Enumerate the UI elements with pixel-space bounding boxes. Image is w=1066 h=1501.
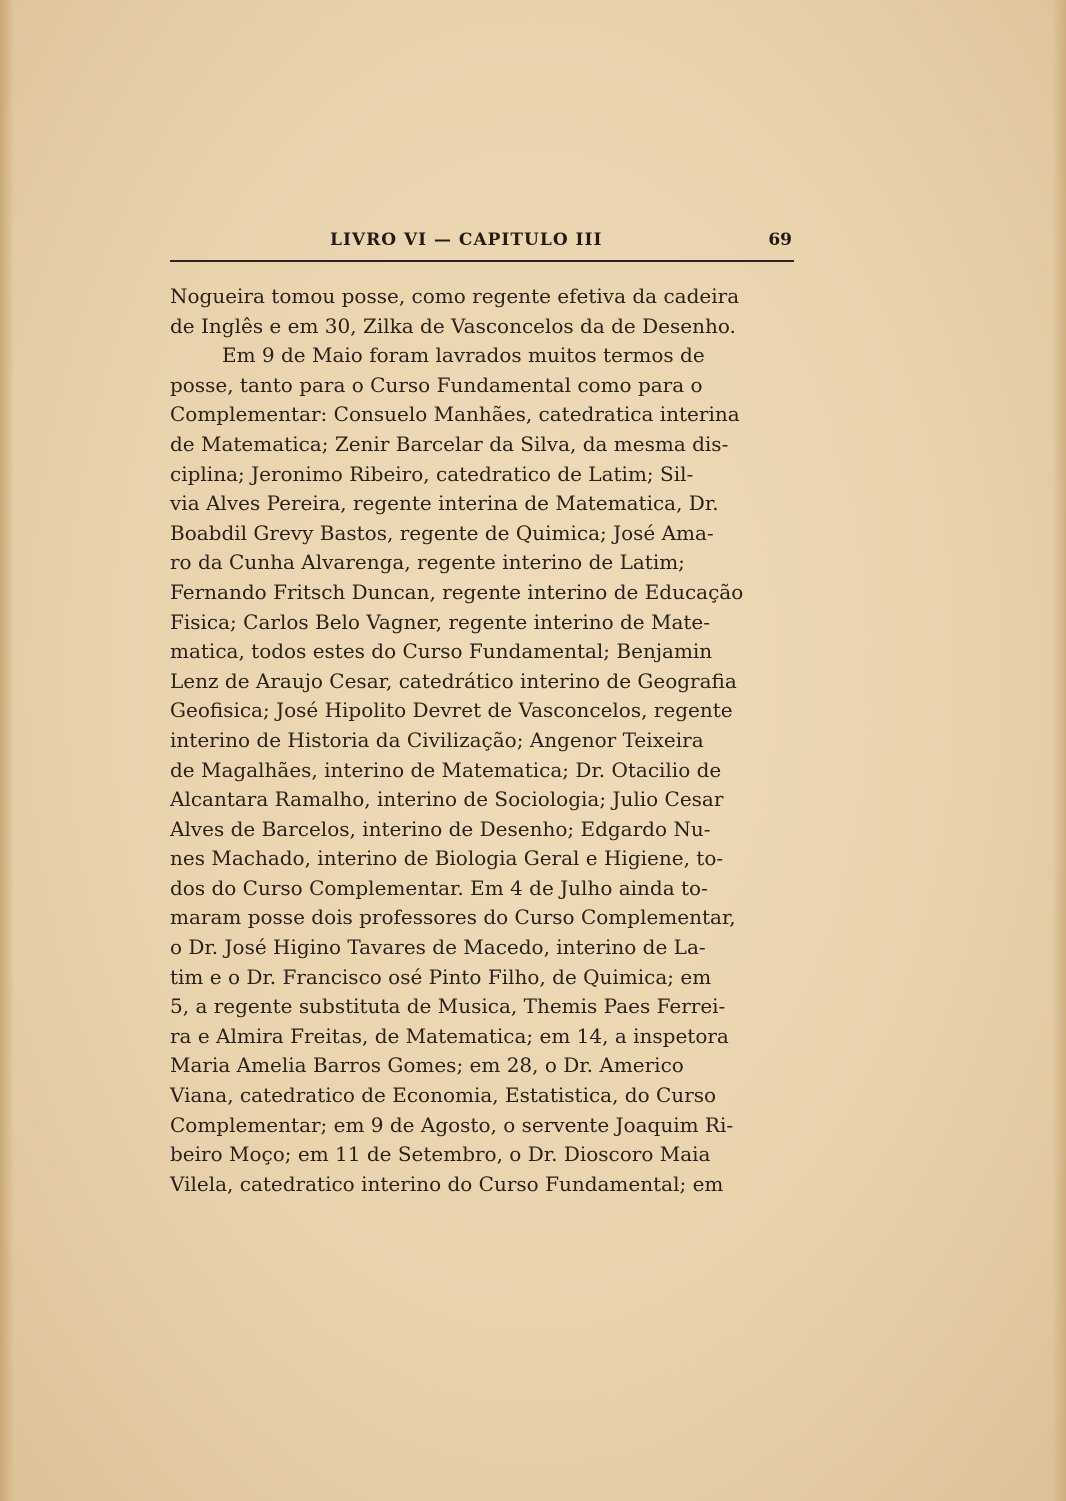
text-line: Lenz de Araujo Cesar, catedrático interino de Geografia — [170, 668, 737, 693]
text-line: dos do Curso Complementar. Em 4 de Julho ainda to- — [170, 875, 708, 900]
text-line: Geofisica; José Hipolito Devret de Vasconcelos, regente — [170, 698, 733, 723]
text-line: o Dr. José Higino Tavares de Macedo, interino de La- — [170, 935, 706, 960]
text-line: beiro Moço; em 11 de Setembro, o Dr. Dioscoro Maia — [170, 1142, 711, 1167]
text-line: 5, a regente substituta de Musica, Themis Paes Ferrei- — [170, 994, 726, 1019]
text-line: Fernando Fritsch Duncan, regente interino de Educação — [170, 579, 744, 604]
text-line: Vilela, catedratico interino do Curso Fundamental; em — [170, 1171, 724, 1196]
page-edge-shadow-left — [0, 0, 14, 1501]
text-line: Alves de Barcelos, interino de Desenho; Edgardo Nu- — [170, 816, 711, 841]
text-line: ciplina; Jeronimo Ribeiro, catedratico de Latim; Sil- — [170, 461, 694, 486]
text-line: matica, todos estes do Curso Fundamental; Benjamin — [170, 639, 713, 664]
text-line: de Inglês e em 30, Zilka de Vasconcelos da de Desenho. — [170, 313, 736, 338]
page-edge-shadow-right — [1052, 0, 1066, 1501]
text-line: ra e Almira Freitas, de Matematica; em 14, a inspetora — [170, 1023, 729, 1048]
text-line: de Matematica; Zenir Barcelar da Silva, da mesma dis- — [170, 431, 729, 456]
chapter-heading: LIVRO VI — CAPITULO III — [330, 230, 603, 250]
text-line: interino de Historia da Civilização; Angenor Teixeira — [170, 727, 704, 752]
text-line: Viana, catedratico de Economia, Estatistica, do Curso — [170, 1083, 717, 1108]
text-line: Maria Amelia Barros Gomes; em 28, o Dr. Americo — [170, 1053, 684, 1078]
text-line: Complementar; em 9 de Agosto, o servente Joaquim Ri- — [170, 1112, 734, 1137]
text-line: Alcantara Ramalho, interino de Sociologia; Julio Cesar — [170, 787, 724, 812]
page-number: 69 — [768, 230, 792, 250]
text-line: ro da Cunha Alvarenga, regente interino de Latim; — [170, 550, 685, 575]
running-header — [170, 226, 794, 262]
text-line: Fisica; Carlos Belo Vagner, regente interino de Mate- — [170, 609, 711, 634]
text-line: tim e o Dr. Francisco osé Pinto Filho, de Quimica; em — [170, 964, 712, 989]
text-line: maram posse dois professores do Curso Complementar, — [170, 905, 736, 930]
text-line: posse, tanto para o Curso Fundamental como para o — [170, 372, 703, 397]
paragraph-first-line: Em 9 de Maio foram lavrados muitos termos de — [222, 343, 705, 368]
body-text — [170, 282, 815, 1199]
text-line: de Magalhães, interino de Matematica; Dr. Otacilio de — [170, 757, 722, 782]
text-line: Boabdil Grevy Bastos, regente de Quimica; José Ama- — [170, 520, 714, 545]
text-line: via Alves Pereira, regente interina de Matematica, Dr. — [170, 491, 719, 516]
text-line: Complementar: Consuelo Manhães, catedratica interina — [170, 402, 740, 427]
text-line: nes Machado, interino de Biologia Geral e Higiene, to- — [170, 846, 724, 871]
text-line: Nogueira tomou posse, como regente efetiva da cadeira — [170, 284, 740, 308]
